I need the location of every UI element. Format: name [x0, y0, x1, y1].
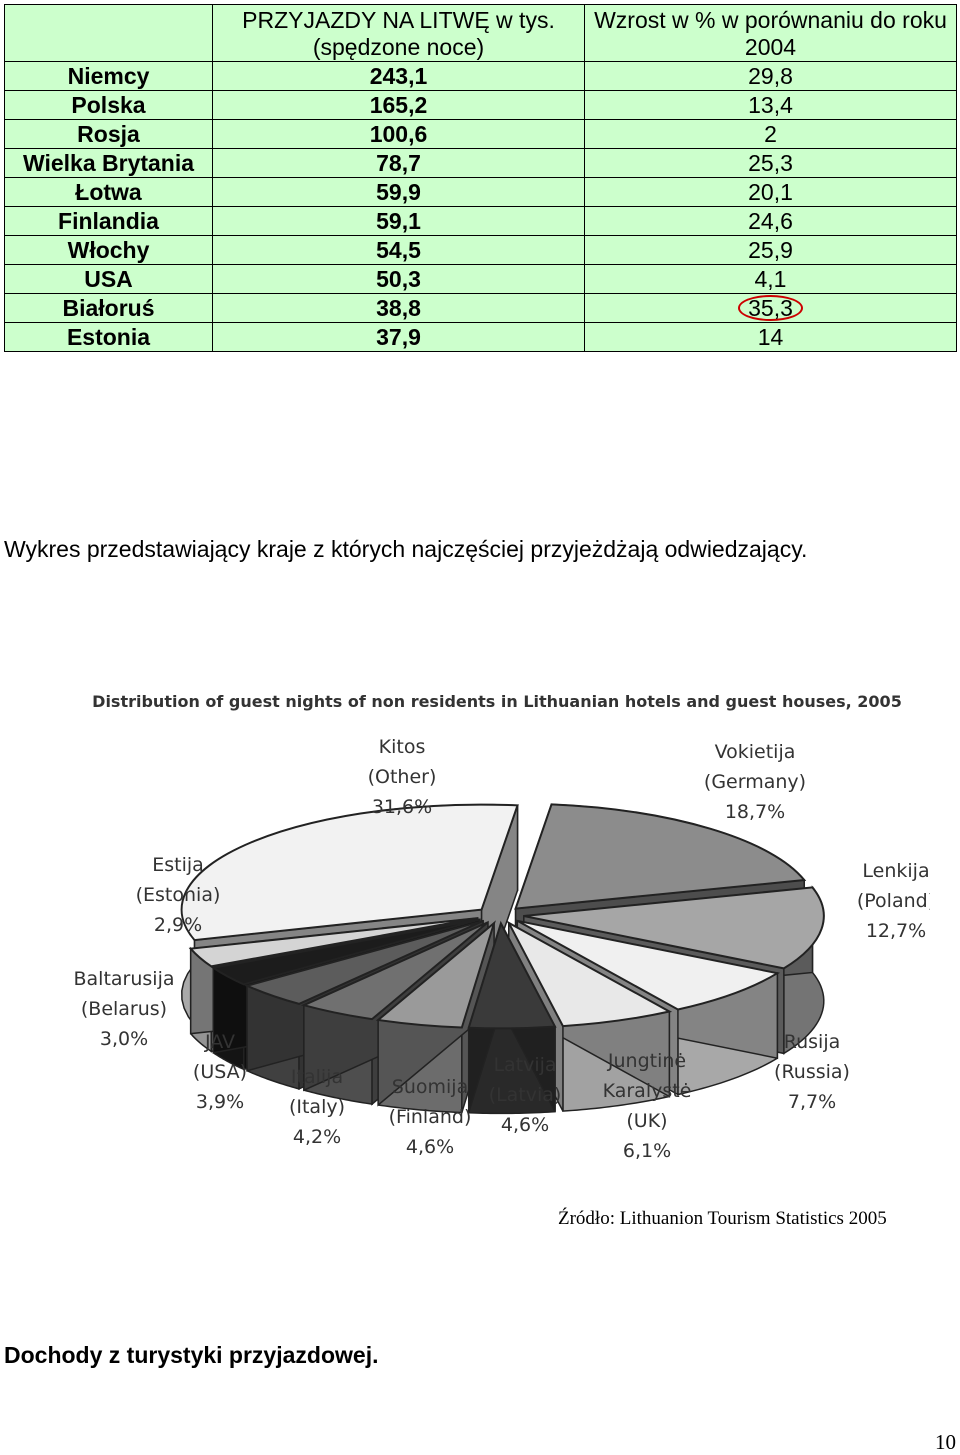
- nights-cell: [213, 120, 585, 149]
- nights-cell-text: 37,9: [376, 324, 421, 350]
- growth-cell-text: 24,6: [748, 208, 793, 234]
- nights-cell-text: 59,9: [376, 179, 421, 205]
- chart-title: Distribution of guest nights of non residents in Lithuanian hotels and guest houses, 2005: [92, 692, 902, 711]
- slice-label: (Germany): [703, 771, 807, 793]
- growth-cell-text: 14: [757, 324, 784, 350]
- country-cell: [5, 294, 213, 323]
- growth-cell-text: 25,3: [748, 150, 793, 176]
- slice-label: 2,9%: [153, 914, 203, 936]
- section-heading: Dochody z turystyki przyjazdowej.: [4, 1342, 379, 1368]
- slice-label: 4,6%: [405, 1136, 455, 1158]
- nights-cell-text: 38,8: [376, 295, 421, 321]
- slice-label: JAV: [204, 1031, 236, 1053]
- arrivals-table: [4, 4, 957, 352]
- growth-cell-text: 2: [764, 121, 777, 147]
- slice-label: 3,9%: [195, 1091, 245, 1113]
- table-row: [5, 236, 957, 265]
- slice-label: (Belarus): [80, 998, 168, 1020]
- growth-cell: [585, 265, 957, 294]
- country-cell-text: Polska: [71, 92, 146, 118]
- table-row: [5, 62, 957, 91]
- header-empty-cell: [5, 5, 213, 62]
- growth-cell: [585, 91, 957, 120]
- growth-cell: [585, 178, 957, 207]
- country-cell-text: Finlandia: [58, 208, 159, 234]
- country-cell: [5, 178, 213, 207]
- slice-label: 4,6%: [500, 1114, 550, 1136]
- table-row: [5, 294, 957, 323]
- slice-label: (Latvia): [488, 1084, 562, 1106]
- slice-label: (Other): [367, 766, 437, 788]
- growth-cell-text: 35,3: [738, 295, 803, 321]
- country-cell: [5, 265, 213, 294]
- nights-cell: [213, 294, 585, 323]
- slice-label: 4,2%: [292, 1126, 342, 1148]
- growth-cell: [585, 323, 957, 352]
- slice-label: Vokietija: [714, 741, 796, 763]
- nights-cell: [213, 149, 585, 178]
- nights-cell: [213, 91, 585, 120]
- table-row: [5, 120, 957, 149]
- country-cell: [5, 91, 213, 120]
- country-cell: [5, 236, 213, 265]
- country-cell: [5, 62, 213, 91]
- country-cell: [5, 207, 213, 236]
- slice-label: (Russia): [774, 1061, 850, 1083]
- pie-chart-figure: [30, 680, 930, 1180]
- growth-cell: [585, 62, 957, 91]
- slice-label: (Estonia): [135, 884, 221, 906]
- slice-label: Kitos: [378, 736, 426, 758]
- slice-label: 31,6%: [371, 796, 433, 818]
- pie-chart: [30, 680, 930, 1180]
- growth-cell: [585, 207, 957, 236]
- slice-label: Estija: [152, 854, 204, 876]
- header-nights: PRZYJAZDY NA LITWĘ w tys. (spędzone noce): [213, 5, 585, 62]
- page-number: 10: [935, 1430, 956, 1454]
- slice-label: Lenkija: [862, 860, 930, 882]
- slice-label: Rusija: [783, 1031, 841, 1053]
- table-row: [5, 207, 957, 236]
- slice-label: 3,0%: [99, 1028, 149, 1050]
- slice-label: (Italy): [288, 1096, 346, 1118]
- growth-cell-text: 29,8: [748, 63, 793, 89]
- growth-cell-text: 25,9: [748, 237, 793, 263]
- country-cell: [5, 120, 213, 149]
- growth-cell: [585, 120, 957, 149]
- country-cell-text: Estonia: [66, 324, 151, 350]
- table-row: [5, 178, 957, 207]
- nights-cell: [213, 178, 585, 207]
- growth-cell-text: 20,1: [748, 179, 793, 205]
- country-cell-text: Wielka Brytania: [22, 150, 195, 176]
- slice-label: 12,7%: [865, 920, 927, 942]
- slice-label: 18,7%: [724, 801, 786, 823]
- nights-cell-text: 50,3: [376, 266, 421, 292]
- country-cell-text: Rosja: [77, 121, 140, 147]
- nights-cell: [213, 62, 585, 91]
- nights-cell: [213, 323, 585, 352]
- country-cell-text: USA: [84, 266, 133, 292]
- nights-cell: [213, 236, 585, 265]
- country-cell: [5, 323, 213, 352]
- growth-cell: [585, 294, 957, 323]
- slice-label: 6,1%: [622, 1140, 672, 1162]
- slice-label: Suomija: [391, 1076, 469, 1098]
- slice-label: (UK): [626, 1110, 668, 1132]
- nights-cell-text: 100,6: [369, 121, 428, 147]
- header-growth: Wzrost w % w porównaniu do roku 2004: [585, 5, 957, 62]
- slice-label: Latvija: [493, 1054, 557, 1076]
- nights-cell-text: 54,5: [376, 237, 421, 263]
- nights-cell: [213, 207, 585, 236]
- table-body: [5, 62, 957, 352]
- slice-label: Jungtinė: [607, 1050, 687, 1072]
- table-row: [5, 265, 957, 294]
- country-cell-text: Niemcy: [67, 63, 150, 89]
- country-cell-text: Łotwa: [75, 179, 142, 205]
- country-cell-text: Białoruś: [62, 295, 155, 321]
- growth-cell-text: 13,4: [748, 92, 793, 118]
- nights-cell-text: 243,1: [369, 63, 428, 89]
- country-cell-text: Włochy: [67, 237, 150, 263]
- slice-label: (Poland): [856, 890, 930, 912]
- table-header-row: [5, 5, 957, 62]
- slice-label: (Finland): [388, 1106, 472, 1128]
- country-cell: [5, 149, 213, 178]
- slice-label: (USA): [192, 1061, 248, 1083]
- growth-cell-text: 4,1: [754, 266, 787, 292]
- chart-caption: Wykres przedstawiający kraje z których najczęściej przyjeżdżają odwiedzający.: [4, 536, 808, 562]
- growth-cell: [585, 236, 957, 265]
- table-row: [5, 91, 957, 120]
- nights-cell-text: 59,1: [376, 208, 421, 234]
- table-row: [5, 323, 957, 352]
- growth-cell: [585, 149, 957, 178]
- slice-label: 7,7%: [787, 1091, 837, 1113]
- nights-cell-text: 78,7: [376, 150, 421, 176]
- slice-label: Karalystė: [602, 1080, 692, 1102]
- slice-label: Baltarusija: [73, 968, 175, 990]
- nights-cell-text: 165,2: [369, 92, 428, 118]
- table-row: [5, 149, 957, 178]
- slice-label: Italija: [290, 1066, 344, 1088]
- nights-cell: [213, 265, 585, 294]
- source-note: Źródło: Lithuanion Tourism Statistics 2005: [558, 1208, 887, 1229]
